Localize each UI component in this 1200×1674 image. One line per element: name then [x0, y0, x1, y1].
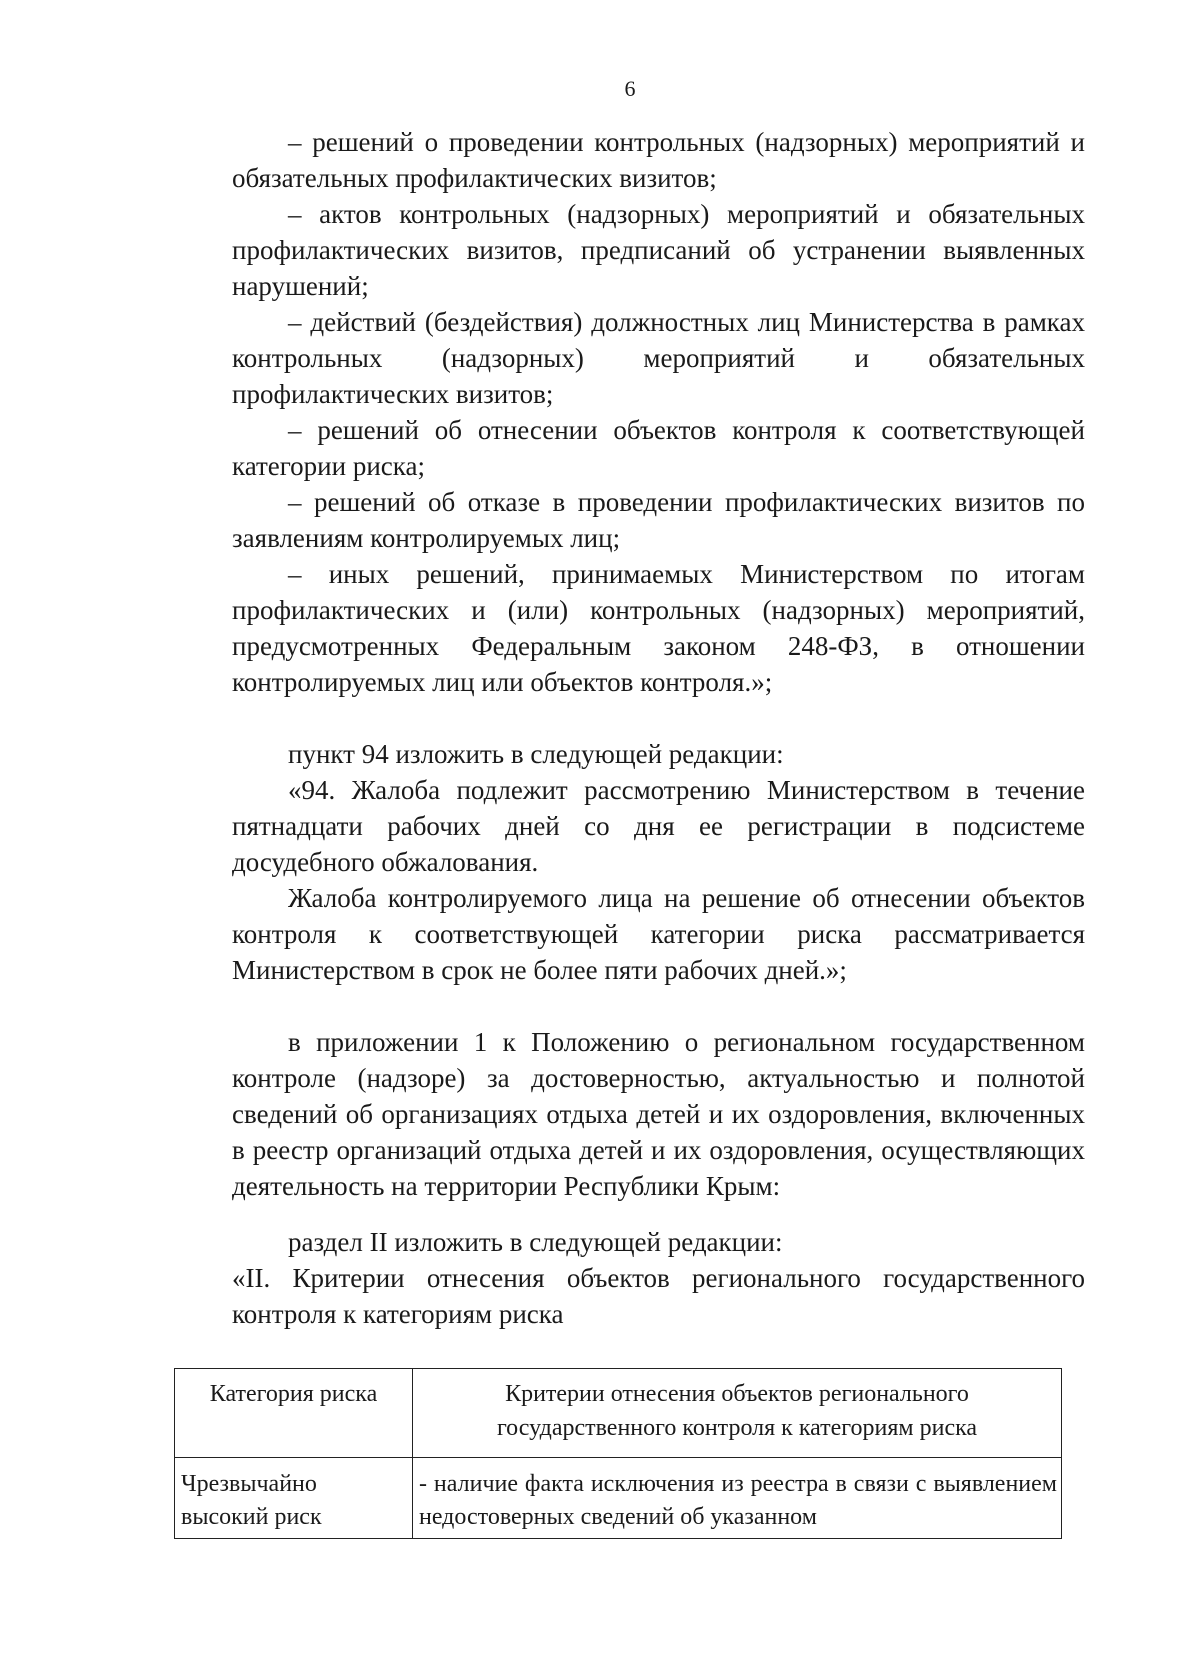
paragraph-officials-actions: – действий (бездействия) должностных лиц Министерства в рамках контрольных (надзорных) мероприятий и обязательных профилактических визитов; [232, 307, 1085, 409]
page-number: 6 [624, 76, 636, 101]
paragraph-other-decisions: – иных решений, принимаемых Министерством по итогам профилактических и (или) контрольных (надзорных) мероприятий, предусмотренных Федеральным законом 248-ФЗ, в отношении контролируемых лиц или объектов контроля.»; [232, 559, 1085, 697]
table-cell-criteria: - наличие факта исключения из реестра в связи с выявлением недостоверных сведений об указанном [413, 1458, 1062, 1539]
table-header-criteria: Критерии отнесения объектов регионального государственного контроля к категориям риска [413, 1369, 1062, 1458]
paragraph-acts-of-events: – актов контрольных (надзорных) мероприятий и обязательных профилактических визитов, предписаний об устранении выявленных нарушений; [232, 199, 1085, 301]
section-heading: «II. Критерии отнесения объектов регионального государственного контроля к категориям риска [232, 1263, 1085, 1329]
paragraph-appendix-1: в приложении 1 к Положению о региональном государственном контроле (надзоре) за достоверностью, актуальностью и полнотой сведений об организациях отдыха детей и их оздоровления, включенных в реестр организаций отдыха детей и их оздоровления, осуществляющих деятельность на территории Республики Крым: [232, 1027, 1085, 1201]
paragraph-point-94-intro: пункт 94 изложить в следующей редакции: [288, 739, 784, 769]
paragraph-complaint-term: Жалоба контролируемого лица на решение об отнесении объектов контроля к соответствующей категории риска рассматривается Министерством в срок не более пяти рабочих дней.»; [232, 883, 1085, 985]
risk-criteria-table [174, 1368, 1062, 1539]
table-header-category: Категория риска [175, 1369, 413, 1458]
table-header-row [175, 1369, 1062, 1458]
paragraph-refusal-decisions: – решений об отказе в проведении профилактических визитов по заявлениям контролируемых лиц; [232, 487, 1085, 553]
paragraph-section-2-intro: раздел II изложить в следующей редакции: [288, 1227, 783, 1257]
document-body [181, 124, 1085, 1539]
paragraph-risk-category-decisions: – решений об отнесении объектов контроля к соответствующей категории риска; [232, 415, 1085, 481]
table-row [175, 1458, 1062, 1539]
paragraph-decisions-on-events: – решений о проведении контрольных (надзорных) мероприятий и обязательных профилактических визитов; [232, 127, 1085, 193]
paragraph-point-94-text: «94. Жалоба подлежит рассмотрению Министерством в течение пятнадцати рабочих дней со дня ее регистрации в подсистеме досудебного обжалования. [232, 775, 1085, 877]
table-cell-category: Чрезвычайно высокий риск [175, 1458, 413, 1539]
